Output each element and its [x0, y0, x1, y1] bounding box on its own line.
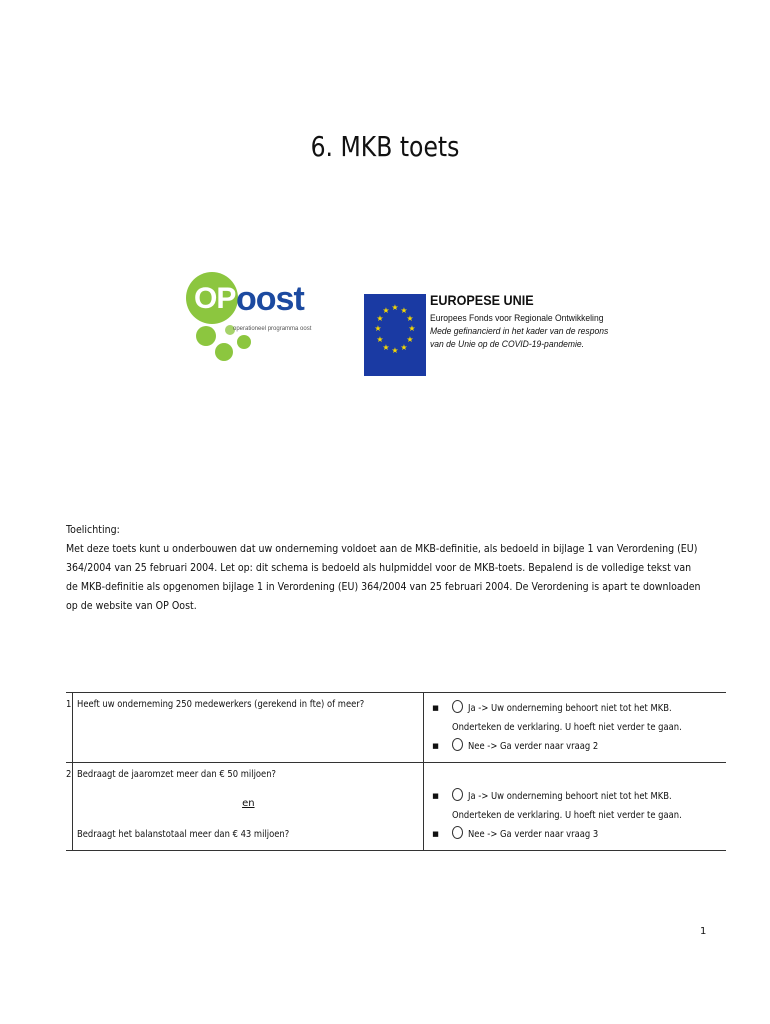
- table-row: [66, 693, 726, 763]
- question-text: Bedraagt het balanstotaal meer dan € 43 miljoen?: [77, 829, 290, 840]
- svg-text:★: ★: [391, 303, 399, 312]
- svg-text:★: ★: [406, 335, 414, 344]
- svg-text:★: ★: [400, 343, 408, 352]
- eu-line: van de Unie op de COVID-19-pandemie.: [430, 339, 584, 350]
- table-row: [66, 763, 726, 851]
- answer-option-ja[interactable]: ■ Ja -> Uw onderneming behoort niet tot het MKB. Onderteken de verklaring. U hoeft niet verder te gaan.: [432, 699, 726, 737]
- explanation-text: Met deze toets kunt u onderbouwen dat uw onderneming voldoet aan de MKB-definitie, als bedoeld in bijlage 1 van Verordening (EU) 364/2004 van 25 februari 2004. Let op: dit schema is bedoeld als hulpmiddel voor de MKB-toets. Bepalend is de volledige tekst van de MKB-definitie als opgenomen bijlage 1 in Verordening (EU) 364/2004 van 25 februari 2004. De Verordening is apart te downloaden op de website van OP Oost.: [66, 542, 701, 612]
- op-oost-logo-op: OP: [194, 282, 236, 315]
- question-number: 1: [66, 693, 73, 763]
- svg-text:★: ★: [408, 324, 416, 333]
- answer-option-ja[interactable]: ■ Ja -> Uw onderneming behoort niet tot het MKB. Onderteken de verklaring. U hoeft niet verder te gaan.: [432, 787, 726, 825]
- question-number: 2: [66, 763, 73, 851]
- bullet-icon: ■: [432, 792, 439, 800]
- question-cell: [73, 763, 424, 851]
- eu-logo: [364, 292, 609, 378]
- answer-cell: [424, 763, 726, 851]
- eu-title: EUROPESE UNIE: [430, 292, 534, 308]
- radio-button[interactable]: [452, 826, 463, 839]
- bullet-icon: ■: [432, 830, 439, 838]
- question-cell: [73, 693, 424, 763]
- svg-text:★: ★: [382, 343, 390, 352]
- radio-button[interactable]: [452, 738, 463, 751]
- mkb-test-table: [66, 692, 726, 851]
- question-text: Heeft uw onderneming 250 medewerkers (gerekend in fte) of meer?: [77, 699, 365, 710]
- svg-text:★: ★: [406, 314, 414, 323]
- svg-text:★: ★: [400, 306, 408, 315]
- bullet-icon: ■: [432, 704, 439, 712]
- eu-flag-icon: [364, 294, 426, 376]
- svg-text:★: ★: [391, 346, 399, 355]
- eu-line: Mede gefinancierd in het kader van de respons: [430, 326, 609, 337]
- op-oost-logo: [184, 268, 314, 368]
- svg-text:★: ★: [382, 306, 390, 315]
- question-text: Bedraagt de jaaromzet meer dan € 50 miljoen?: [77, 769, 277, 780]
- radio-button[interactable]: [452, 788, 463, 801]
- page-title: 6. MKB toets: [310, 130, 460, 163]
- svg-text:★: ★: [376, 314, 384, 323]
- svg-text:★: ★: [374, 324, 382, 333]
- op-oost-logo-subtitle: operationeel programma oost: [233, 326, 312, 332]
- explanation-section: [66, 520, 701, 615]
- explanation-label: Toelichting:: [66, 523, 120, 536]
- connector-text: en: [242, 798, 255, 809]
- answer-cell: [424, 693, 726, 763]
- svg-text:★: ★: [376, 335, 384, 344]
- bullet-icon: ■: [432, 742, 439, 750]
- answer-option-nee[interactable]: ■ Nee -> Ga verder naar vraag 2: [432, 737, 726, 756]
- page-number: 1: [700, 926, 707, 937]
- answer-option-nee[interactable]: ■ Nee -> Ga verder naar vraag 3: [432, 825, 726, 844]
- eu-line: Europees Fonds voor Regionale Ontwikkeling: [430, 313, 604, 324]
- radio-button[interactable]: [452, 700, 463, 713]
- op-oost-logo-brand: oost: [236, 280, 304, 318]
